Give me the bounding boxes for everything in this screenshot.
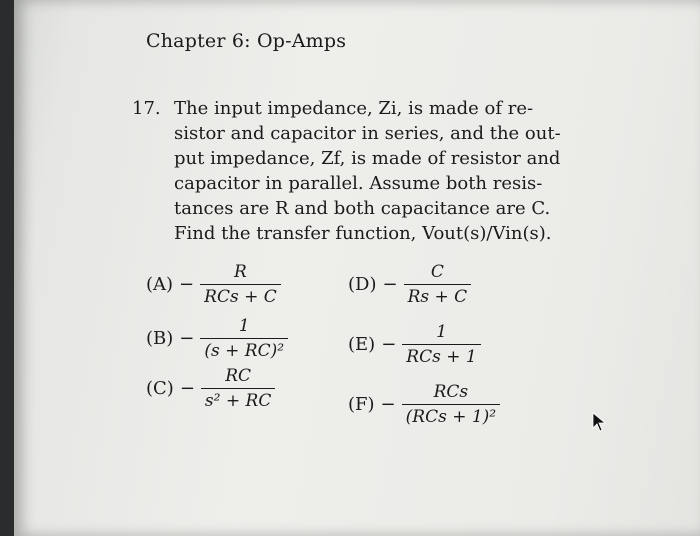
- option-f-sign: −: [380, 394, 396, 415]
- option-a-label: (A): [146, 274, 174, 295]
- option-e-fraction: [402, 322, 480, 367]
- option-b-label: (B): [146, 328, 174, 349]
- option-f-denominator: (RCs + 1)²: [402, 404, 500, 427]
- option-c-denominator: s² + RC: [201, 388, 275, 411]
- option-d[interactable]: [348, 262, 471, 307]
- option-b-numerator: 1: [238, 316, 250, 336]
- option-c-numerator: RC: [225, 366, 252, 386]
- problem-line-3: put impedance, Zf, is made of resistor and: [174, 148, 561, 169]
- option-b-fraction: [200, 316, 288, 361]
- option-e-sign: −: [381, 334, 397, 355]
- option-e-denominator: RCs + 1: [402, 344, 480, 367]
- mouse-pointer-icon: [592, 412, 606, 436]
- option-d-label: (D): [348, 274, 377, 295]
- option-c[interactable]: [146, 366, 275, 411]
- option-c-sign: −: [179, 378, 195, 399]
- option-a-fraction: [200, 262, 281, 307]
- option-b[interactable]: [146, 316, 288, 361]
- problem-line-1: The input impedance, Zi, is made of re-: [174, 98, 534, 119]
- paper-page: [14, 0, 700, 536]
- option-d-denominator: Rs + C: [404, 284, 472, 307]
- option-b-sign: −: [179, 328, 195, 349]
- option-f[interactable]: [348, 382, 500, 427]
- option-f-label: (F): [348, 394, 375, 415]
- option-a-numerator: R: [234, 262, 247, 282]
- option-b-denominator: (s + RC)²: [200, 338, 288, 361]
- option-c-fraction: [201, 366, 275, 411]
- option-e[interactable]: [348, 322, 481, 367]
- problem-line-2: sistor and capacitor in series, and the out-: [174, 123, 561, 144]
- option-a-sign: −: [179, 274, 195, 295]
- option-d-numerator: C: [430, 262, 444, 282]
- option-a-denominator: RCs + C: [200, 284, 281, 307]
- option-d-fraction: [404, 262, 472, 307]
- option-e-numerator: 1: [436, 322, 447, 342]
- problem-text: [174, 96, 561, 246]
- chapter-title: Chapter 6: Op-Amps: [146, 30, 347, 52]
- option-d-sign: −: [382, 274, 398, 295]
- problem-line-5: tances are R and both capacitance are C.: [174, 198, 551, 219]
- option-f-fraction: [402, 382, 500, 427]
- problem-line-4: capacitor in parallel. Assume both resis-: [174, 173, 543, 194]
- problem-line-6: Find the transfer function, Vout(s)/Vin(s).: [174, 223, 552, 244]
- option-c-label: (C): [146, 378, 174, 399]
- option-a[interactable]: [146, 262, 281, 307]
- option-f-numerator: RCs: [433, 382, 469, 402]
- problem-number: 17.: [132, 98, 161, 119]
- option-e-label: (E): [348, 334, 376, 355]
